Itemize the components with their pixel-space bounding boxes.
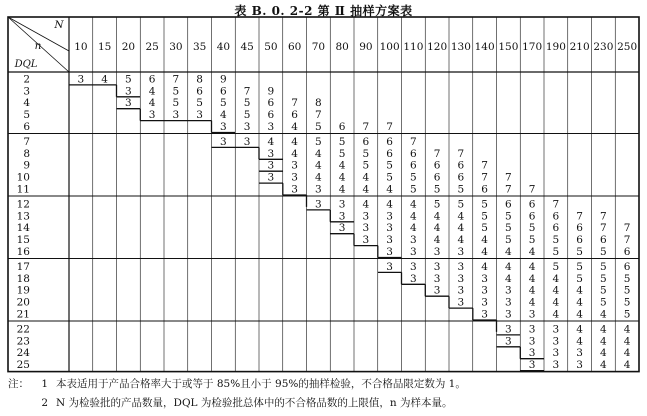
sample-size-cell: 4 [576, 308, 583, 321]
sample-size-cell: 6 [623, 260, 631, 273]
sample-size-cell: 5 [505, 222, 512, 235]
sample-size-cell: 3 [505, 335, 512, 348]
sample-size-cell: 5 [196, 97, 203, 110]
sample-size-cell: 4 [600, 323, 607, 336]
column-header: 250 [617, 41, 638, 53]
column-header: 40 [216, 41, 231, 53]
sample-size-cell: 3 [505, 323, 512, 336]
sample-size-cell: 4 [600, 308, 607, 321]
column-header: 45 [240, 41, 254, 53]
table-frame [8, 17, 639, 372]
sample-size-cell: 6 [552, 210, 560, 223]
dql-label: 23 [16, 335, 30, 348]
sample-size-cell: 4 [576, 335, 583, 348]
sample-size-cell: 3 [552, 335, 560, 348]
sample-size-cell: 4 [623, 347, 631, 360]
sample-size-cell: 7 [528, 183, 536, 196]
sample-size-cell: 4 [623, 323, 631, 336]
dql-label: 20 [16, 296, 30, 309]
sample-size-cell: 3 [362, 222, 370, 235]
sample-size-cell: 3 [410, 234, 417, 247]
sample-size-cell: 4 [315, 159, 322, 172]
dql-label: 24 [16, 347, 30, 360]
sample-size-cell: 4 [220, 109, 227, 122]
sample-size-cell: 4 [410, 210, 417, 223]
sample-size-cell: 4 [552, 308, 560, 321]
sample-size-cell: 5 [433, 198, 441, 211]
sample-size-cell: 5 [552, 234, 560, 247]
dql-label: 22 [16, 323, 30, 336]
sample-size-cell: 3 [291, 183, 298, 196]
column-header: 190 [545, 41, 566, 53]
sample-size-cell: 4 [576, 296, 583, 309]
sample-size-cell: 3 [77, 73, 85, 86]
note-number: 2 [41, 397, 48, 409]
sample-size-cell: 4 [457, 222, 465, 235]
sample-size-cell: 3 [433, 284, 441, 297]
column-header: 70 [311, 41, 326, 53]
sample-size-cell: 4 [552, 296, 560, 309]
sample-size-cell: 7 [315, 109, 322, 122]
sample-size-cell: 7 [386, 121, 393, 133]
sample-size-cell: 4 [267, 135, 275, 148]
sample-size-cell: 4 [291, 121, 298, 133]
sample-size-cell: 5 [457, 198, 465, 211]
sample-size-cell: 3 [481, 284, 488, 297]
sample-size-cell: 7 [505, 171, 512, 184]
sample-size-cell: 7 [481, 159, 488, 172]
sample-size-cell: 7 [172, 73, 180, 86]
sample-size-cell: 3 [220, 135, 227, 148]
sample-size-cell: 3 [243, 121, 251, 133]
note-text: N 为检验批的产品数量，DQL 为检验批总体中的不合格品数的上限值，n 为样本量。 [56, 397, 453, 409]
sample-size-cell: 6 [623, 246, 631, 258]
sample-size-cell: 4 [528, 246, 536, 258]
sample-size-cell: 4 [457, 210, 465, 223]
sample-size-cell: 4 [600, 335, 607, 348]
note-2 [8, 394, 466, 413]
sample-size-cell: 3 [505, 284, 512, 297]
column-header: 50 [264, 41, 278, 53]
dql-label: 21 [16, 308, 30, 321]
sample-size-cell: 6 [338, 121, 346, 133]
sample-size-cell: 3 [576, 359, 583, 372]
sample-size-cell: 4 [528, 296, 536, 309]
sample-size-cell: 3 [291, 159, 298, 172]
column-header: 230 [593, 41, 614, 53]
sample-size-cell: 5 [623, 296, 631, 309]
sample-size-cell: 5 [600, 272, 607, 285]
sample-size-cell: 9 [220, 73, 227, 86]
sample-size-cell: 3 [552, 359, 560, 372]
sample-size-cell: 4 [576, 323, 583, 336]
sample-size-cell: 5 [457, 183, 465, 196]
sample-size-cell: 5 [386, 159, 393, 172]
sample-size-cell: 5 [623, 272, 631, 285]
dql-label: 10 [16, 171, 30, 184]
sample-size-cell: 6 [433, 159, 441, 172]
sample-size-cell: 3 [267, 121, 275, 133]
dql-label: 17 [16, 260, 30, 273]
dql-label: 18 [16, 272, 30, 285]
sample-size-cell: 4 [576, 284, 583, 297]
sample-size-cell: 6 [291, 109, 298, 122]
sample-size-cell: 3 [528, 323, 536, 336]
sample-size-cell: 3 [362, 210, 370, 223]
sample-size-cell: 3 [457, 272, 465, 285]
dql-label: 11 [16, 183, 30, 196]
corner-label-n: n [34, 40, 42, 52]
dql-label: 4 [23, 97, 30, 110]
sample-size-cell: 6 [196, 85, 203, 98]
sample-size-cell: 4 [600, 359, 607, 372]
sample-size-cell: 5 [220, 97, 227, 110]
dql-label: 19 [16, 284, 30, 297]
sample-size-cell: 5 [505, 210, 512, 223]
column-header: 150 [498, 41, 519, 53]
dql-label: 7 [23, 135, 30, 148]
dql-label: 8 [23, 147, 30, 160]
sample-size-cell: 4 [410, 222, 417, 235]
sample-size-cell: 3 [315, 183, 322, 196]
sample-size-cell: 6 [267, 109, 275, 122]
sample-size-cell: 9 [267, 85, 275, 98]
sample-size-cell: 4 [315, 147, 322, 160]
sample-size-cell: 3 [481, 296, 488, 309]
sample-size-cell: 5 [125, 73, 132, 86]
sample-size-cell: 8 [196, 73, 203, 86]
sample-size-cell: 3 [481, 308, 488, 321]
sample-size-cell: 6 [528, 198, 536, 211]
sample-size-cell: 3 [125, 85, 132, 98]
sample-size-cell: 4 [148, 85, 156, 98]
sample-size-cell: 7 [362, 121, 370, 133]
dql-label: 2 [23, 73, 30, 86]
sample-size-cell: 4 [552, 284, 560, 297]
corner-label-DQL: DQL [14, 59, 38, 70]
sample-size-cell: 6 [576, 234, 583, 247]
sample-size-cell: 5 [481, 198, 488, 211]
sample-size-cell: 3 [148, 109, 156, 122]
sample-size-cell: 3 [528, 335, 536, 348]
sample-size-cell: 7 [576, 210, 583, 223]
sample-size-cell: 4 [338, 183, 346, 196]
sample-size-cell: 4 [362, 183, 370, 196]
sample-size-cell: 6 [220, 85, 227, 98]
column-header: 170 [522, 41, 543, 53]
sample-size-cell: 3 [125, 97, 132, 110]
sample-size-cell: 4 [623, 359, 631, 372]
sample-size-cell: 5 [600, 260, 607, 273]
sample-size-cell: 3 [315, 198, 322, 211]
sample-size-cell: 4 [362, 198, 370, 211]
sample-size-cell: 7 [505, 183, 512, 196]
sample-size-cell: 5 [481, 210, 488, 223]
sample-size-cell: 5 [433, 183, 441, 196]
sample-size-cell: 4 [410, 198, 417, 211]
column-header: 60 [287, 41, 302, 53]
sample-size-cell: 4 [481, 260, 488, 273]
column-header: 25 [145, 41, 159, 53]
column-header: 15 [97, 41, 112, 53]
sample-size-cell: 4 [528, 284, 536, 297]
table-notes [8, 375, 466, 413]
sample-size-cell: 5 [623, 284, 631, 297]
sample-size-cell: 3 [267, 147, 275, 160]
sample-size-cell: 3 [457, 246, 465, 258]
sample-size-cell: 7 [481, 171, 488, 184]
sample-size-cell: 5 [552, 246, 560, 258]
sample-size-cell: 5 [528, 234, 536, 247]
sample-size-cell: 3 [267, 171, 275, 184]
sample-size-cell: 3 [481, 272, 488, 285]
sample-size-cell: 3 [267, 159, 275, 172]
sample-size-cell: 3 [433, 260, 441, 273]
sample-size-cell: 5 [243, 109, 251, 122]
sample-size-cell: 6 [457, 171, 465, 184]
sample-size-cell: 4 [362, 171, 370, 184]
sample-size-cell: 3 [220, 121, 227, 133]
sample-size-cell: 5 [172, 97, 180, 110]
sample-size-cell: 4 [386, 198, 393, 211]
sample-size-cell: 7 [600, 222, 607, 235]
sample-size-cell: 4 [481, 246, 488, 258]
sample-size-cell: 7 [291, 97, 298, 110]
sample-size-cell: 4 [481, 234, 488, 247]
sample-size-cell: 3 [362, 234, 370, 247]
sample-size-cell: 7 [433, 147, 441, 160]
sample-size-cell: 3 [505, 308, 512, 321]
sample-size-cell: 3 [386, 210, 393, 223]
dql-label: 25 [16, 359, 30, 372]
column-header: 210 [569, 41, 590, 53]
sample-size-cell: 3 [457, 284, 465, 297]
sample-size-cell: 7 [600, 210, 607, 223]
dql-label: 3 [23, 85, 30, 98]
sample-size-cell: 4 [623, 335, 631, 348]
corner-label-N: N [54, 19, 64, 31]
sample-size-cell: 6 [481, 183, 488, 196]
sample-size-cell: 7 [623, 234, 631, 247]
sample-size-cell: 6 [362, 135, 370, 148]
sample-size-cell: 4 [433, 222, 441, 235]
sample-size-cell: 7 [623, 222, 631, 235]
sample-size-cell: 7 [410, 135, 417, 148]
column-header: 10 [74, 41, 88, 53]
sample-size-cell: 4 [291, 147, 298, 160]
sample-size-cell: 3 [172, 109, 180, 122]
sample-size-cell: 3 [505, 296, 512, 309]
sample-size-cell: 6 [576, 222, 583, 235]
note-text: 本表适用于产品合格率大于或等于 85%且小于 95%的抽样检验，不合格品限定数为 1。 [56, 378, 466, 390]
sample-size-cell: 3 [552, 323, 560, 336]
sample-size-cell: 5 [505, 234, 512, 247]
sample-size-cell: 3 [338, 222, 346, 235]
sample-size-cell: 5 [362, 159, 370, 172]
sample-size-cell: 7 [243, 85, 251, 98]
sample-size-cell: 3 [457, 260, 465, 273]
dql-label: 12 [16, 198, 30, 211]
sample-size-cell: 5 [600, 284, 607, 297]
sample-size-cell: 4 [338, 159, 346, 172]
sample-size-cell: 5 [410, 171, 417, 184]
sample-size-cell: 4 [315, 171, 322, 184]
sample-size-cell: 3 [410, 246, 417, 258]
column-header: 80 [335, 41, 349, 53]
sample-size-cell: 6 [410, 159, 417, 172]
sample-size-cell: 3 [433, 246, 441, 258]
column-header: 110 [403, 41, 424, 53]
dql-label: 9 [23, 159, 30, 172]
column-header: 130 [450, 41, 471, 53]
sample-size-cell: 6 [433, 171, 441, 184]
sample-size-cell: 5 [315, 135, 322, 148]
sample-size-cell: 3 [386, 246, 393, 258]
sample-size-cell: 3 [528, 308, 536, 321]
sample-size-cell: 5 [362, 147, 370, 160]
sample-size-cell: 4 [291, 135, 298, 148]
dql-label: 14 [16, 222, 30, 235]
sample-size-cell: 6 [386, 147, 393, 160]
sample-size-cell: 3 [457, 296, 465, 309]
column-header: 140 [474, 41, 495, 53]
sample-size-cell: 4 [433, 210, 441, 223]
sample-size-cell: 4 [338, 171, 346, 184]
sample-size-cell: 4 [457, 234, 465, 247]
sample-size-cell: 8 [315, 97, 322, 110]
sample-size-cell: 5 [576, 246, 583, 258]
column-header: 120 [427, 41, 448, 53]
sample-size-cell: 6 [600, 234, 607, 247]
sample-size-cell: 3 [386, 222, 393, 235]
sample-size-cell: 4 [552, 272, 560, 285]
sample-size-cell: 4 [148, 97, 156, 110]
sample-size-cell: 3 [576, 347, 583, 360]
sample-size-cell: 7 [457, 147, 465, 160]
sample-size-cell: 3 [433, 272, 441, 285]
note-1 [8, 375, 466, 394]
sample-size-cell: 5 [315, 121, 322, 133]
sample-size-cell: 4 [505, 260, 512, 273]
sample-size-cell: 5 [410, 183, 417, 196]
sample-size-cell: 6 [267, 97, 275, 110]
sample-size-cell: 4 [101, 73, 108, 86]
column-header: 30 [169, 41, 183, 53]
sample-size-cell: 3 [386, 260, 393, 273]
sample-size-cell: 6 [457, 159, 465, 172]
sample-size-cell: 5 [338, 147, 346, 160]
sample-size-cell: 4 [505, 272, 512, 285]
sample-size-cell: 3 [243, 135, 251, 148]
sample-size-cell: 3 [528, 359, 536, 372]
column-header: 100 [379, 41, 400, 53]
dql-label: 15 [16, 234, 30, 247]
sample-size-cell: 5 [576, 260, 583, 273]
sample-size-cell: 6 [148, 73, 156, 86]
note-label: 注： [8, 378, 29, 390]
sample-size-cell: 3 [410, 272, 417, 285]
sample-size-cell: 6 [505, 198, 512, 211]
sample-size-cell: 5 [600, 246, 607, 258]
sample-size-cell: 4 [528, 272, 536, 285]
sample-size-cell: 4 [505, 246, 512, 258]
dql-label: 5 [23, 109, 30, 122]
sample-size-cell: 4 [386, 183, 393, 196]
sample-size-cell: 6 [386, 135, 393, 148]
sample-size-cell: 5 [528, 222, 536, 235]
sample-size-cell: 4 [600, 347, 607, 360]
sample-size-cell: 3 [338, 210, 346, 223]
sample-size-cell: 5 [481, 222, 488, 235]
sample-size-cell: 5 [338, 135, 346, 148]
sample-size-cell: 5 [552, 260, 560, 273]
column-header: 90 [359, 41, 373, 53]
column-header: 35 [192, 41, 207, 53]
dql-label: 13 [16, 210, 30, 223]
sample-size-cell: 6 [410, 147, 417, 160]
table-title: 表 B. 0. 2-2 第 Ⅱ 抽样方案表 [234, 4, 413, 18]
sample-size-cell: 3 [196, 109, 203, 122]
sample-size-cell: 5 [576, 272, 583, 285]
dql-label: 16 [16, 246, 30, 258]
sample-size-cell: 3 [291, 171, 298, 184]
note-number: 1 [41, 378, 48, 390]
sample-size-cell: 5 [623, 308, 631, 321]
sample-size-cell: 6 [552, 222, 560, 235]
sample-size-cell: 3 [410, 260, 417, 273]
sample-size-cell: 4 [528, 260, 536, 273]
dql-label: 6 [23, 121, 30, 133]
sample-size-cell: 5 [243, 97, 251, 110]
sample-size-cell: 3 [528, 347, 536, 360]
sample-size-cell: 3 [552, 347, 560, 360]
sample-size-cell: 6 [528, 210, 536, 223]
sample-size-cell: 3 [386, 234, 393, 247]
sample-size-cell: 5 [172, 85, 180, 98]
sample-size-cell: 4 [433, 234, 441, 247]
sample-size-cell: 5 [386, 171, 393, 184]
sample-size-cell: 7 [552, 198, 560, 211]
column-header: 20 [121, 41, 136, 53]
sample-size-cell: 3 [338, 198, 346, 211]
sample-size-cell: 5 [600, 296, 607, 309]
